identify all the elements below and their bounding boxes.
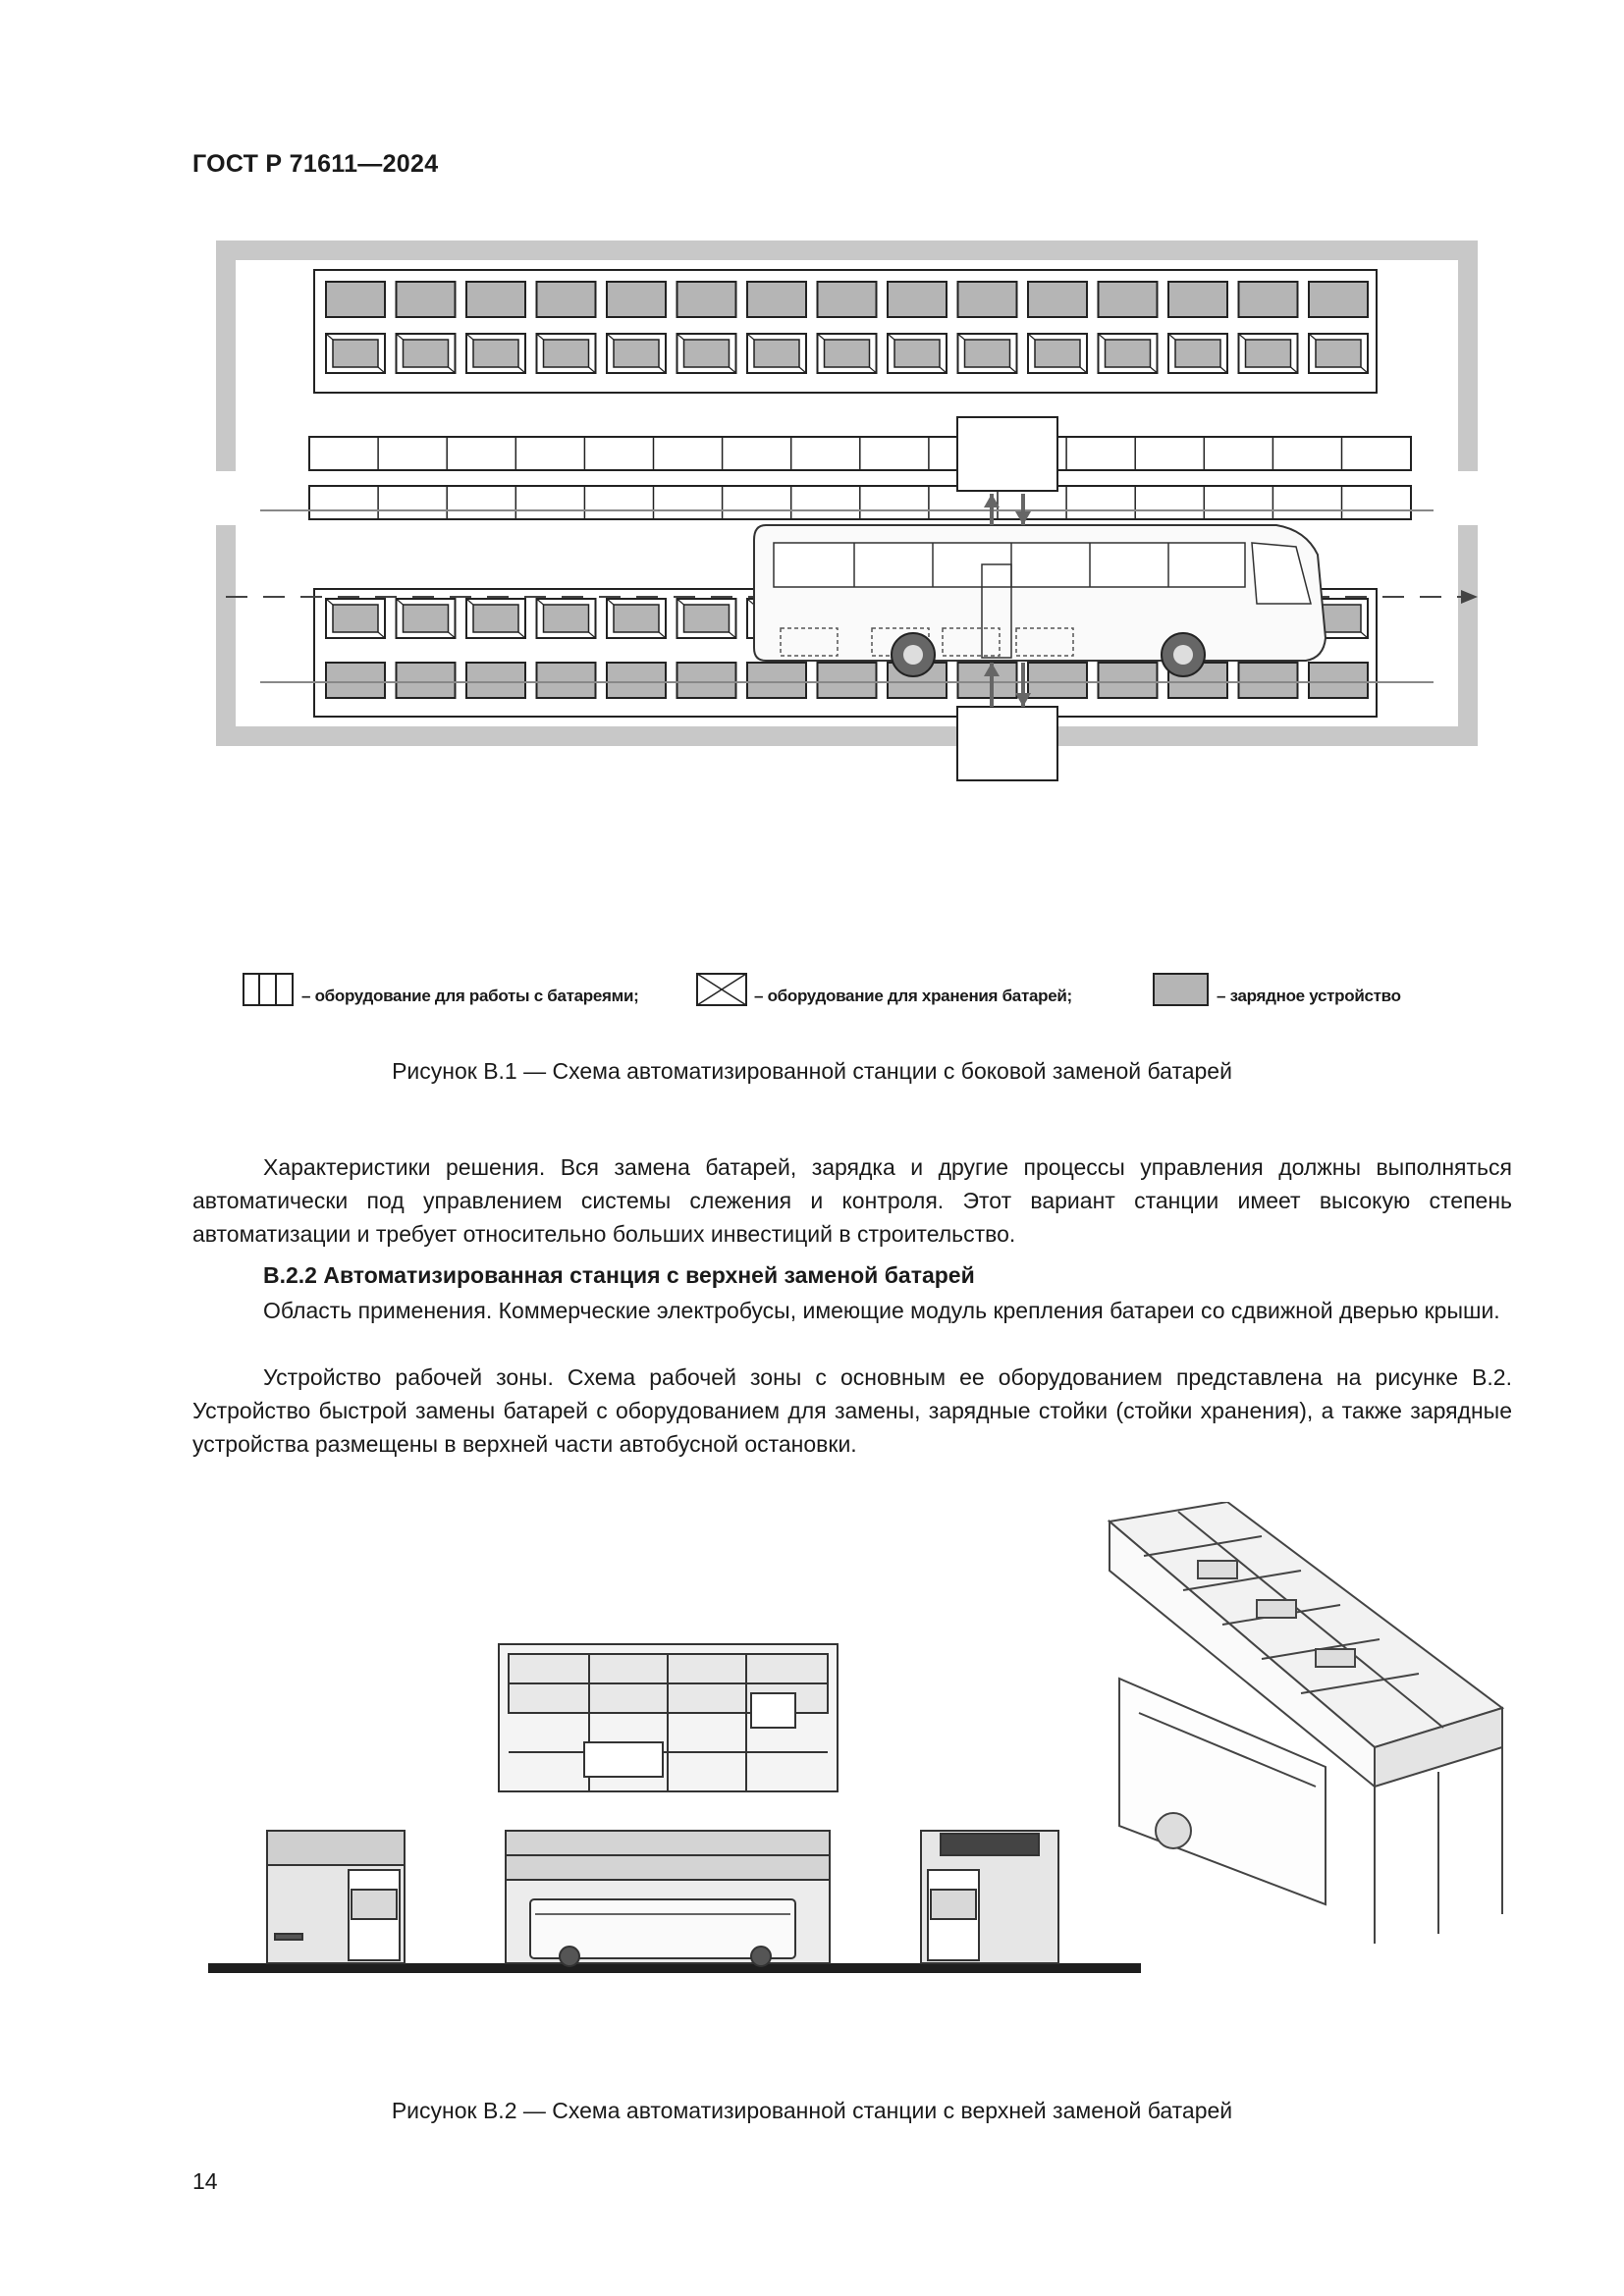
station-top-section-view bbox=[499, 1644, 838, 1791]
charger-slot bbox=[958, 282, 1017, 317]
storage-battery bbox=[1246, 340, 1291, 367]
charger-slot bbox=[1309, 282, 1368, 317]
left-wall-lower bbox=[216, 525, 236, 746]
storage-battery bbox=[825, 340, 870, 367]
figure-b2-top-swap-diagram bbox=[196, 1502, 1512, 1983]
station-side-view-with-bus bbox=[506, 1831, 830, 1966]
storage-battery bbox=[965, 340, 1010, 367]
charger-slot bbox=[397, 282, 456, 317]
charger-slot bbox=[1099, 663, 1158, 698]
page-number: 14 bbox=[192, 2168, 218, 2194]
right-wall-upper bbox=[1458, 240, 1478, 471]
storage-battery bbox=[1175, 340, 1220, 367]
storage-battery bbox=[404, 340, 449, 367]
charger-slot bbox=[818, 282, 877, 317]
station-right-end-view bbox=[921, 1831, 1058, 1963]
charger-slot bbox=[747, 282, 806, 317]
storage-battery bbox=[333, 605, 378, 632]
storage-battery bbox=[754, 340, 799, 367]
storage-battery bbox=[333, 340, 378, 367]
paragraph-solution-characteristics: Характеристики решения. Вся замена батарей, зарядка и другие процессы управления должны выполняться автоматически под управлением системы слежения и контроля. Этот вариант станции имеет высокую степень автоматизации и требует относительно больших инвестиций в строительство. bbox=[192, 1154, 1512, 1247]
battery-storage-equipment-icon bbox=[697, 974, 746, 1005]
left-wall-upper bbox=[216, 240, 236, 471]
battery-handling-equipment-icon bbox=[244, 974, 293, 1005]
charger-slot bbox=[326, 282, 385, 317]
lower-carriage bbox=[957, 707, 1057, 780]
paragraph-work-zone: Устройство рабочей зоны. Схема рабочей зоны с основным ее оборудованием представлена на рисунке В.2. Устройство быстрой замены батарей с оборудованием для замены, зарядные стойки (стойки хранения), а также зарядные устройства размещены в верхней части автобусной остановки. bbox=[192, 1364, 1512, 1457]
charger-slot bbox=[1028, 663, 1087, 698]
charger-slot bbox=[326, 663, 385, 698]
charger-slot bbox=[677, 282, 736, 317]
charger-slot bbox=[537, 282, 596, 317]
top-wall bbox=[216, 240, 1478, 260]
charger-slot bbox=[607, 663, 666, 698]
storage-battery bbox=[1106, 340, 1151, 367]
charger-slot bbox=[1168, 282, 1227, 317]
legend-label-storage: – оборудование для хранения батарей; bbox=[754, 987, 1072, 1005]
storage-battery bbox=[684, 605, 730, 632]
bottom-wall bbox=[216, 726, 1478, 746]
upper-carriage bbox=[957, 417, 1057, 491]
figure-b1-side-swap-diagram bbox=[216, 240, 1492, 1016]
storage-battery bbox=[473, 340, 518, 367]
charger-slot bbox=[466, 282, 525, 317]
storage-battery bbox=[684, 340, 730, 367]
charger-slot bbox=[958, 663, 1017, 698]
charger-slot bbox=[747, 663, 806, 698]
charger-slot bbox=[1309, 663, 1368, 698]
storage-battery bbox=[544, 340, 589, 367]
storage-battery bbox=[473, 605, 518, 632]
storage-battery bbox=[404, 605, 449, 632]
charger-slot bbox=[1099, 282, 1158, 317]
figure-b2-caption: Рисунок В.2 — Схема автоматизированной станции с верхней заменой батарей bbox=[391, 2098, 1233, 2123]
charger-slot bbox=[677, 663, 736, 698]
charger-slot bbox=[818, 663, 877, 698]
station-left-end-view bbox=[267, 1831, 405, 1963]
storage-battery bbox=[894, 340, 940, 367]
bus-wheel-hub bbox=[903, 645, 923, 665]
legend-label-handling: – оборудование для работы с батареями; bbox=[301, 987, 639, 1005]
charger-icon bbox=[1154, 974, 1208, 1005]
arrow-to-lower-carriage-head bbox=[1015, 693, 1031, 707]
storage-battery bbox=[1316, 340, 1361, 367]
storage-battery bbox=[614, 340, 659, 367]
station-isometric-view bbox=[1110, 1502, 1502, 1944]
charger-slot bbox=[1239, 282, 1298, 317]
charger-slot bbox=[466, 663, 525, 698]
station-layout-plan bbox=[216, 240, 1478, 780]
paragraph-application-area: Область применения. Коммерческие электробусы, имеющие модуль крепления батареи со сдвижной дверью крыши. bbox=[263, 1298, 1500, 1323]
right-wall-lower bbox=[1458, 525, 1478, 746]
legend-label-charger: – зарядное устройство bbox=[1217, 987, 1401, 1005]
charger-slot bbox=[1239, 663, 1298, 698]
section-heading-b22: В.2.2 Автоматизированная станция с верхней заменой батарей bbox=[263, 1262, 975, 1288]
charger-slot bbox=[607, 282, 666, 317]
document-code-header: ГОСТ Р 71611—2024 bbox=[192, 150, 439, 178]
storage-battery bbox=[614, 605, 659, 632]
charger-slot bbox=[888, 282, 947, 317]
charger-slot bbox=[397, 663, 456, 698]
charger-slot bbox=[1028, 282, 1087, 317]
storage-battery bbox=[1035, 340, 1080, 367]
charger-slot bbox=[537, 663, 596, 698]
figure-b1-caption: Рисунок В.1 — Схема автоматизированной станции с боковой заменой батарей bbox=[392, 1058, 1232, 1084]
storage-battery bbox=[544, 605, 589, 632]
bus-wheel-hub bbox=[1173, 645, 1193, 665]
